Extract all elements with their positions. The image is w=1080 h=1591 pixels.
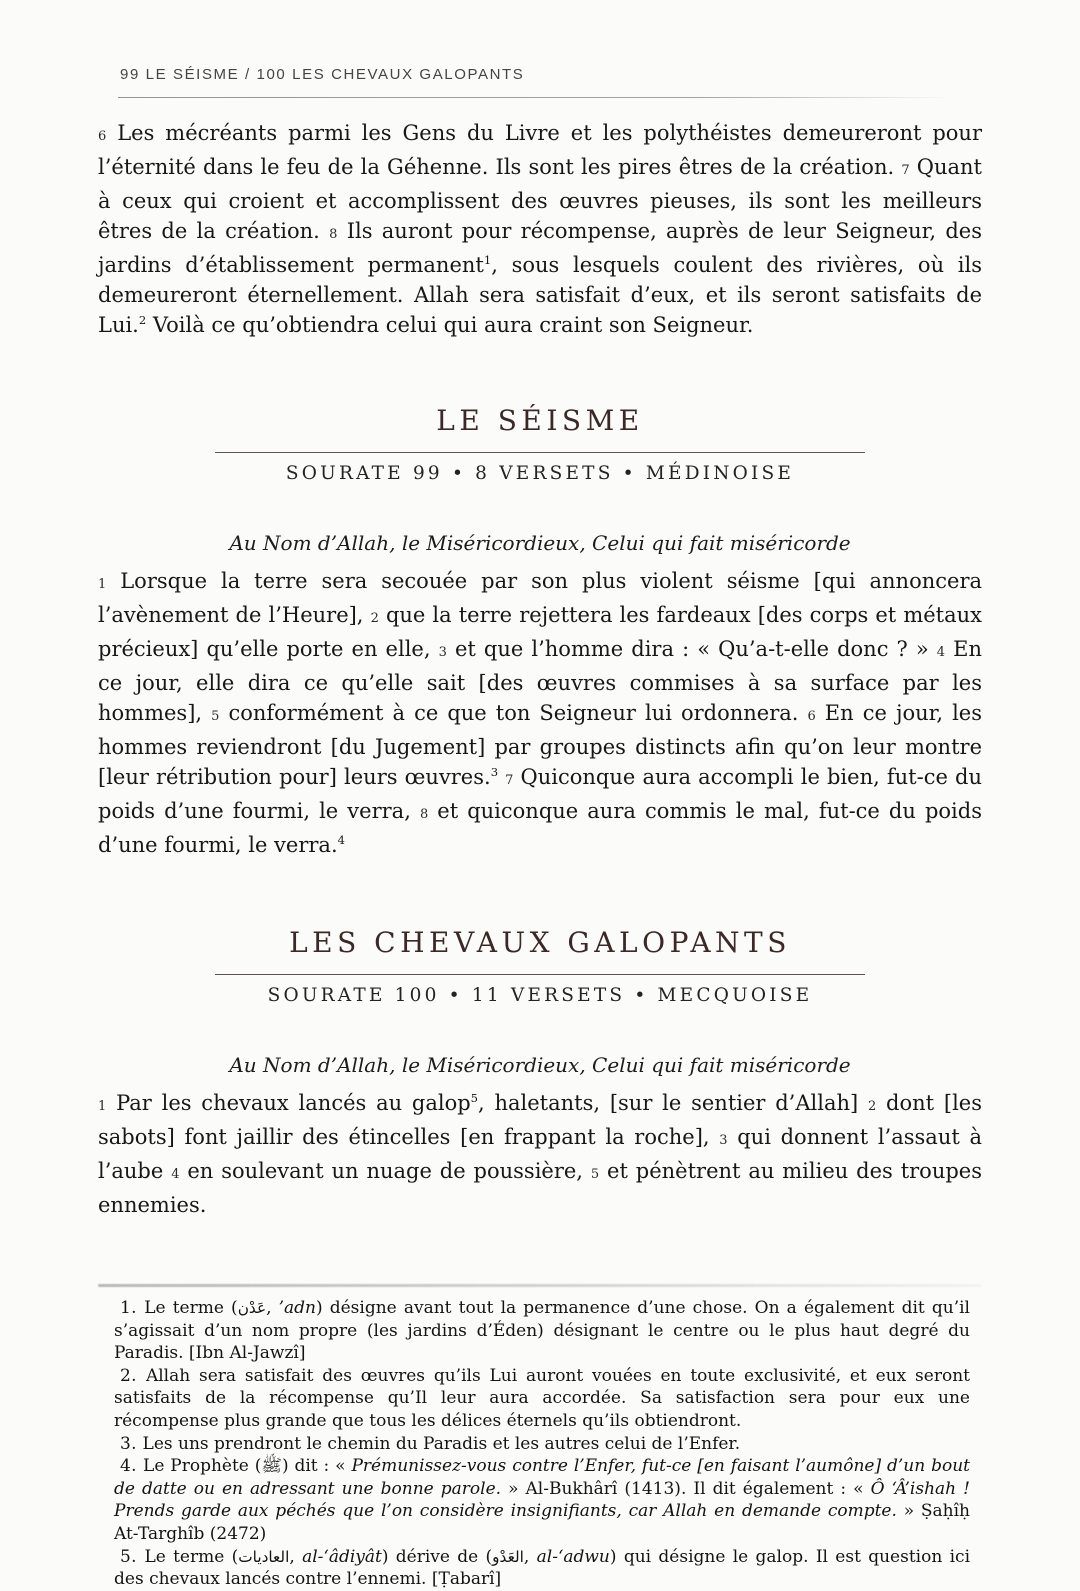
text-run: en soulevant un nuage de poussière,: [179, 1159, 591, 1183]
surah-title: LES CHEVAUX GALOPANTS: [289, 926, 791, 959]
footnote-item: [114, 1546, 970, 1591]
title-rule: [215, 452, 865, 453]
verse-number: 8: [329, 227, 338, 242]
text-run: conformément à ce que ton Seigneur lui ordonnera.: [219, 701, 808, 725]
verse-number: 1: [98, 1099, 107, 1114]
verse-number: 6: [807, 709, 816, 724]
title-rule: [215, 974, 865, 975]
text-run: ,: [266, 1298, 279, 1318]
text-run: En ce jour, elle dira ce qu’elle sait [des œuvres commises à sa surface par les hommes],: [98, 637, 983, 725]
footnote-ref: 4: [337, 833, 345, 847]
footnote-number: 3.: [120, 1433, 143, 1454]
verse-number: 6: [98, 129, 107, 144]
text-run: qui donnent l’assaut à l’aube: [98, 1125, 982, 1183]
text-run: ) qui désigne le galop. Il est question ici des chevaux lancés contre l’ennemi. [Ṭabarî]: [114, 1546, 971, 1590]
footnote-number: 5.: [120, 1546, 145, 1567]
footnote-number: 2.: [120, 1365, 146, 1386]
text-run: Voilà ce qu’obtiendra celui qui aura craint son Seigneur.: [146, 313, 754, 337]
verse-number: 2: [867, 1099, 877, 1114]
footnote-item: [114, 1455, 970, 1545]
surah-body: [98, 1088, 982, 1220]
verse-number: 4: [936, 645, 946, 660]
verse-number: 4: [171, 1167, 180, 1182]
footnote-ref: 2: [138, 313, 147, 327]
footnote-separator: [98, 1284, 982, 1287]
text-run: Le terme (: [144, 1298, 238, 1318]
text-run: Le terme (: [144, 1546, 239, 1567]
verse-number: 7: [901, 163, 910, 178]
text-run: que la terre rejettera les fardeaux [des corps et métaux précieux] qu’elle porte en elle,: [98, 603, 982, 661]
text-run: et pénètrent au milieu des troupes ennemies.: [98, 1159, 982, 1217]
footnote-item: [114, 1365, 970, 1433]
text-run: ,: [523, 1546, 537, 1567]
text-run: Les uns prendront le chemin du Paradis et les autres celui de l’Enfer.: [142, 1433, 741, 1454]
text-run: العَدْو: [492, 1547, 524, 1566]
basmala: Au Nom d’Allah, le Miséricordieux, Celui qui fait miséricorde: [229, 1053, 851, 1077]
footnote-number: 4.: [120, 1456, 144, 1477]
verse-number: 2: [370, 611, 379, 626]
verse-number: 5: [211, 709, 220, 724]
text-run: , sous lesquels coulent des rivières, où ils demeureront éternellement. Allah sera satisfait d’eux, et ils seront satisfaits de Lui.: [98, 253, 982, 337]
footnote-ref: 5: [470, 1091, 479, 1105]
text-run: Ô ‘Â’ishah ! Prends garde aux péchés que l’on considère insignifiants, car Allah en demande compte.: [114, 1478, 970, 1522]
verse-number: 7: [505, 773, 514, 788]
text-run: العاديات: [238, 1547, 290, 1566]
text-run: ) désigne avant tout la permanence d’une chose. On a également dit qu’il s’agissait d’un nom propre (les jardins d’Éden) désignant le centre ou le plus haut degré du Paradis. [Ibn Al-Jawzî]: [114, 1298, 970, 1364]
text-run: Le Prophète (ﷺ) dit : «: [143, 1456, 352, 1477]
text-run: » Ṣaḥîḥ At-Targhîb (2472): [114, 1501, 971, 1544]
text-run: al-‘adwu: [536, 1546, 610, 1567]
basmala: Au Nom d’Allah, le Miséricordieux, Celui qui fait miséricorde: [229, 531, 851, 555]
running-header: 99 LE SÉISME / 100 LES CHEVAUX GALOPANTS: [120, 66, 525, 83]
verse-number: 3: [719, 1133, 728, 1148]
text-run: , haletants, [sur le sentier d’Allah]: [478, 1091, 868, 1115]
text-run: ,: [289, 1546, 303, 1567]
surah-subtitle: SOURATE 100 • 11 VERSETS • MECQUOISE: [267, 985, 813, 1006]
footnote-number: 1.: [120, 1298, 145, 1318]
text-run: Ils auront pour récompense, auprès de leur Seigneur, des jardins d’établissement permanent: [98, 219, 982, 277]
verse-number: 1: [98, 577, 107, 592]
text-run: dont [les sabots] font jaillir des étincelles [en frappant la roche],: [98, 1091, 982, 1149]
text-run: Quant à ceux qui croient et accomplissent des œuvres pieuses, ils sont les meilleurs êtres de la création.: [98, 155, 982, 243]
footnote-ref: 1: [483, 253, 492, 267]
surah-body: [98, 566, 982, 860]
footnote-ref: 3: [490, 765, 499, 779]
footnote-item: [114, 1433, 970, 1456]
text-run: Par les chevaux lancés au galop: [106, 1091, 471, 1115]
verse-number: 5: [590, 1167, 600, 1182]
text-run: et que l’homme dira : « Qu’a-t-elle donc ? »: [446, 637, 937, 661]
verse-number: 3: [438, 645, 447, 660]
text-run: Prémunissez-vous contre l’Enfer, fut-ce [en faisant l’aumône] d’un bout de datte ou en adressant une bonne parole.: [114, 1456, 970, 1499]
continuation-paragraph: [98, 118, 982, 340]
text-run: et quiconque aura commis le mal, fut-ce du poids d’une fourmi, le verra.: [98, 799, 982, 857]
text-run: » Al-Bukhârî (1413). Il dit également : «: [501, 1478, 871, 1499]
text-run: Les mécréants parmi les Gens du Livre et les polythéistes demeureront pour l’éternité dans le feu de la Géhenne. Ils sont les pires êtres de la création.: [98, 121, 982, 179]
text-run: Quiconque aura accompli le bien, fut-ce du poids d’une fourmi, le verra,: [98, 765, 982, 823]
text-run: Lorsque la terre sera secouée par son plus violent séisme [qui annoncera l’avènement de l’Heure],: [98, 569, 982, 627]
surah-title: LE SÉISME: [436, 404, 644, 437]
text-run: Allah sera satisfait des œuvres qu’ils Lui auront vouées en toute exclusivité, et eux seront satisfaits de la récompense qu’Il leur aura accordée. Sa satisfaction sera pour eux une récompense plus grande que tous les délices éternels qu’ils obtiendront.: [114, 1365, 970, 1431]
surah-subtitle: SOURATE 99 • 8 VERSETS • MÉDINOISE: [285, 463, 795, 484]
text-run: ) dérive de (: [381, 1546, 493, 1567]
text-run: al-‘âdiyât: [302, 1546, 382, 1567]
surah-section-99: [98, 404, 982, 860]
text-run: عَدْن: [237, 1299, 267, 1317]
text-run: ’adn: [278, 1298, 316, 1318]
surah-section-100: [98, 926, 982, 1220]
header-rule: [118, 97, 952, 98]
footnote-item: [114, 1297, 970, 1365]
footnotes-list: [98, 1297, 982, 1591]
verse-number: 8: [419, 807, 429, 822]
text-run: En ce jour, les hommes reviendront [du Jugement] par groupes distincts afin qu’on leur montre [leur rétribution pour] leurs œuvres.: [98, 701, 982, 789]
